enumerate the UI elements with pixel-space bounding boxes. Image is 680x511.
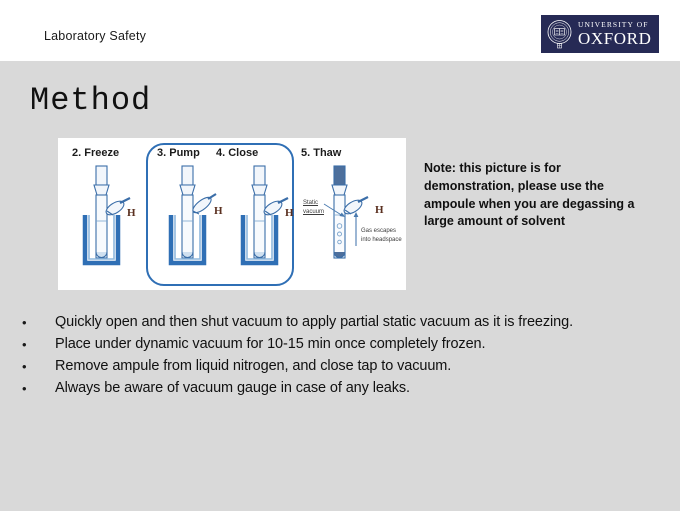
bullet-marker-icon: • xyxy=(22,381,27,396)
figure-panel-label-close: 4. Close xyxy=(216,147,259,159)
bullet-marker-icon: • xyxy=(22,315,27,330)
figure-annotation-static-vacuum-line1: Static xyxy=(303,200,319,206)
oxford-wordmark-university: UNIVERSITY OF xyxy=(578,19,649,29)
figure-annotation-static-vacuum-line2: vacuum xyxy=(303,209,325,215)
oxford-university-logo xyxy=(541,15,659,53)
list-item xyxy=(20,356,660,377)
list-item xyxy=(20,334,660,355)
bullet-text: Quickly open and then shut vacuum to apply partial static vacuum as it is freezing. xyxy=(55,314,573,330)
figure-h-marker-close: H xyxy=(285,207,294,219)
oxford-wordmark-oxford: OXFORD xyxy=(578,29,652,49)
note-text: Note: this picture is for demonstration, please use the ampoule when you are degassing a large amount of solvent xyxy=(424,161,635,229)
figure-annotation-gas-escapes-line2: into headspace xyxy=(361,237,402,243)
oxford-crest-icon xyxy=(546,19,573,49)
figure-h-marker-thaw: H xyxy=(375,204,384,216)
figure-panel-label-pump: 3. Pump xyxy=(157,147,200,159)
freeze-pump-thaw-figure xyxy=(58,138,406,290)
figure-h-marker-pump: H xyxy=(214,205,223,217)
figure-static-vacuum-leader-icon xyxy=(323,202,347,220)
figure-panel-label-freeze: 2. Freeze xyxy=(72,147,120,159)
figure-panel-label-thaw: 5. Thaw xyxy=(301,147,342,159)
bullet-text: Always be aware of vacuum gauge in case of any leaks. xyxy=(55,380,410,396)
figure-annotation-gas-escapes-line1: Gas escapes xyxy=(361,228,397,234)
bullet-marker-icon: • xyxy=(22,337,27,352)
page-title: Method xyxy=(30,82,152,119)
slide-kicker-text: Laboratory Safety xyxy=(44,29,147,43)
bullet-text: Place under dynamic vacuum for 10-15 min once completely frozen. xyxy=(55,336,486,352)
list-item xyxy=(20,378,660,399)
bullet-marker-icon: • xyxy=(22,359,27,374)
list-item xyxy=(20,312,660,333)
figure-h-marker-freeze: H xyxy=(127,207,136,219)
bullet-text: Remove ampule from liquid nitrogen, and close tap to vacuum. xyxy=(55,358,452,374)
bullet-list xyxy=(20,312,660,400)
oxford-wordmark xyxy=(578,21,652,48)
apparatus-pump-icon xyxy=(156,164,230,270)
